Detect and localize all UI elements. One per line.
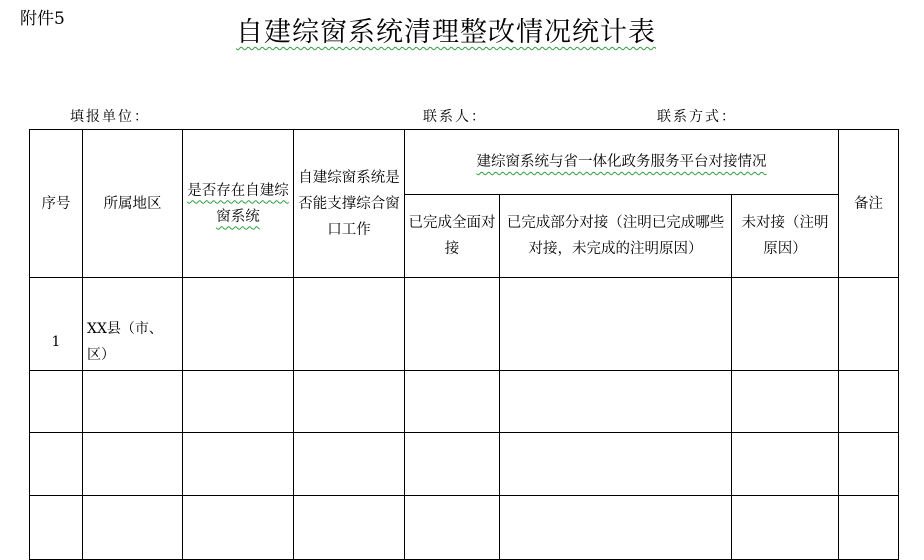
cell-partially-docked bbox=[500, 496, 732, 560]
cell-supports-window bbox=[294, 278, 405, 371]
cell-supports-window bbox=[294, 433, 405, 496]
header-remarks: 备注 bbox=[839, 130, 899, 278]
header-partially-docked: 已完成部分对接（注明已完成哪些对接，未完成的注明原因） bbox=[500, 195, 732, 278]
cell-not-docked bbox=[732, 496, 839, 560]
attachment-label: 附件5 bbox=[20, 9, 65, 29]
page-title bbox=[0, 10, 892, 49]
cell-partially-docked bbox=[500, 371, 732, 433]
cell-not-docked bbox=[732, 371, 839, 433]
header-supports-window: 自建综窗系统是否能支撑综合窗口工作 bbox=[294, 130, 405, 278]
table-row bbox=[30, 371, 899, 433]
table-row bbox=[30, 433, 899, 496]
cell-supports-window bbox=[294, 496, 405, 560]
statistics-table bbox=[29, 129, 899, 560]
cell-supports-window bbox=[294, 371, 405, 433]
cell-region bbox=[83, 371, 183, 433]
cell-has-system bbox=[183, 496, 294, 560]
contact-method-label: 联系方式： bbox=[657, 109, 737, 125]
cell-index bbox=[30, 433, 83, 496]
cell-region bbox=[83, 496, 183, 560]
cell-not-docked bbox=[732, 278, 839, 371]
title-text: 自建综窗系统清理整改情况统计表 bbox=[236, 17, 656, 48]
cell-partially-docked bbox=[500, 278, 732, 371]
cell-index bbox=[30, 371, 83, 433]
header-has-system-text: 是否存在自建综窗系统 bbox=[187, 182, 289, 225]
header-docking-group-text: 建综窗系统与省一体化政务服务平台对接情况 bbox=[476, 154, 767, 170]
cell-partially-docked bbox=[500, 433, 732, 496]
cell-fully-docked bbox=[405, 371, 500, 433]
cell-has-system bbox=[183, 433, 294, 496]
cell-remarks bbox=[839, 496, 899, 560]
header-fully-docked: 已完成全面对接 bbox=[405, 195, 500, 278]
header-region: 所属地区 bbox=[83, 130, 183, 278]
cell-remarks bbox=[839, 278, 899, 371]
cell-index: 1 bbox=[30, 278, 83, 371]
cell-has-system bbox=[183, 371, 294, 433]
contact-label: 联系人： bbox=[423, 109, 487, 125]
cell-fully-docked bbox=[405, 496, 500, 560]
cell-fully-docked bbox=[405, 278, 500, 371]
header-index: 序号 bbox=[30, 130, 83, 278]
cell-not-docked bbox=[732, 433, 839, 496]
header-not-docked: 未对接（注明原因） bbox=[732, 195, 839, 278]
cell-has-system bbox=[183, 278, 294, 371]
cell-region: XX县（市、区） bbox=[83, 278, 183, 371]
cell-remarks bbox=[839, 371, 899, 433]
table-row bbox=[30, 278, 899, 371]
header-has-system bbox=[183, 130, 294, 278]
cell-fully-docked bbox=[405, 433, 500, 496]
cell-index bbox=[30, 496, 83, 560]
table-row bbox=[30, 496, 899, 560]
cell-remarks bbox=[839, 433, 899, 496]
header-docking-group bbox=[405, 130, 839, 195]
cell-region bbox=[83, 433, 183, 496]
unit-label: 填报单位： bbox=[70, 109, 150, 125]
